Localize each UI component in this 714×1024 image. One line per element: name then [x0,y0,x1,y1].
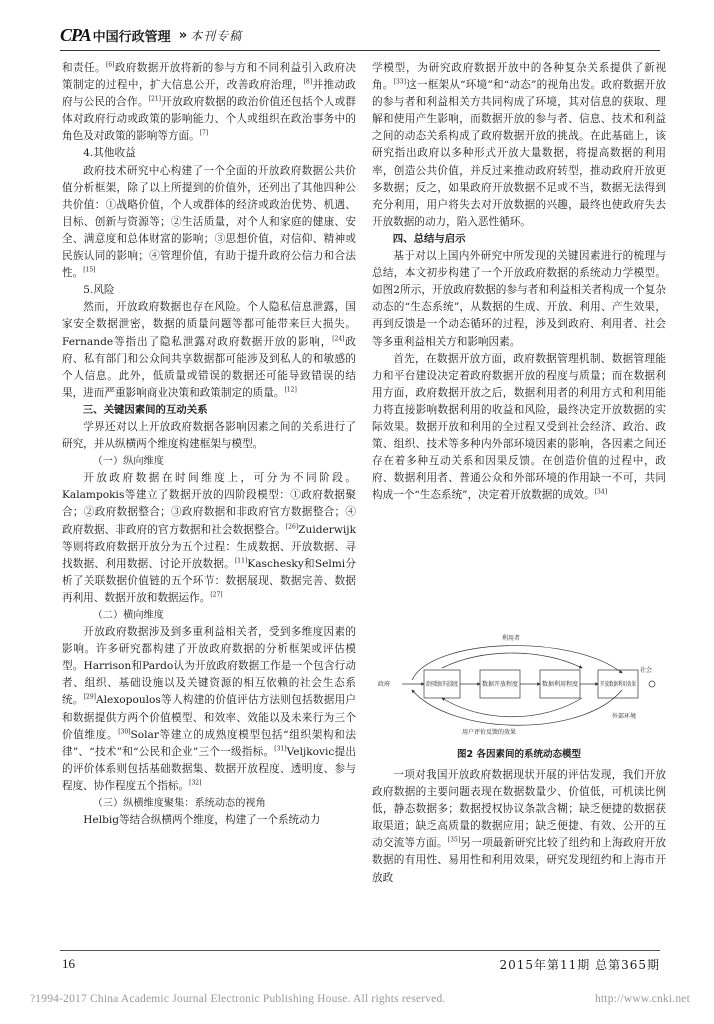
subsection-heading: （二）横向维度 [92,610,164,621]
subsection-heading: （一）纵向维度 [92,456,164,468]
footer-rule [60,950,660,951]
diagram-label: 数据利用程度 [542,681,579,688]
section-heading: 三、关键因素间的互动关系 [82,403,208,416]
paragraph: 开放政府数据在时间维度上，可分为不同阶段。Kalampokis等建立了数据开放的四阶段模型：①政府数据聚合；②政府数据整合；③政府数据和非政府官方数据整合；④政府数据、非政府的官方数据和社会数据整合。[26]Zuiderwijk等则将政府数据开放分为五个过程：生成数据、开放数据、寻找数据、利用数据、讨论开放数据。[11]Kaschesky和Selmi分析了关联数据价值链的五个环节：数据展现、数据完善、数据再利用、数据开放和数据运作。[27] [62,472,356,604]
diagram-label: 用户评价反馈的效果 [462,729,517,736]
paragraph: 然而，开放政府数据也存在风险。个人隐私信息泄露，国家安全数据泄密，数据的质量问题等都可能带来巨大损失。Fernande等指出了隐私泄露对政府数据开放的影响，[24]政府、私有部门和公众间共享数据都可能涉及到私人的和敏感的个人信息。此外，低质量或错误的数据还可能导致错误的结果，进而严重影响商业决策和政策制定的质量。[12] [62,301,356,399]
journal-header [60,22,242,48]
feedback-loop-arc [442,653,582,668]
subsection-heading: （三）纵横维度聚集：系统动态的视角 [92,798,266,810]
copyright-notice [30,993,690,1005]
page-number: 16 [62,956,75,971]
diagram-node [649,681,655,687]
right-column-lower [372,767,666,887]
figure-caption: 图2 各因素间的系统动态模型 [457,749,581,760]
double-chevron-icon: » [178,27,188,43]
diagram-label: 开放数据利用效果 [600,681,649,688]
feedback-loop-arc [412,690,622,725]
paragraph: 学模型，为研究政府数据开放中的各种复杂关系提供了新视角。[33]这一框架从“环境”和“动态”的视角出发。政府数据开放的参与者和利益相关方共同构成了环境，其对信息的获取、理解和使用产生影响，而数据开放的参与者、信息、技术和利益之间的动态关系构成了政府数据开放的挑战。在此基础上，该研究指出政府以多种形式开放大量数据，将提高数据的利用率，创造公共价值，并反过来推动政府转型，推动政府开放更多数据；反之，如果政府开放数据不足或不当，数据无法得到充分利用，用户将失去对开放数据的兴趣，最终也使政府失去开放数据的动力，陷入恶性循环。 [372,62,667,228]
left-column [62,60,356,829]
site-url[interactable]: http://www.cnki.net [594,993,690,1005]
paragraph: 首先，在数据开放方面，政府数据管理机制、数据管理能力和平台建设决定着政府数据开放的程度与质量；而在数据利用方面，政府数据开放之后，数据利用者的利用方式和利用能力将直接影响数据利用的收益和风险，最终决定开放数据的实际效果。数据开放和利用的全过程又受到社会经济、政治、政策、组织、技术等多种内外部环境因素的影响，各因素之间还存在着多种互动关系和因果反馈。在创造价值的过程中，政府、数据利用者、普通公众和外部环境的作用缺一不可，共同构成一个“生态系统”，决定着开放数据的成效。[34] [372,352,666,502]
diagram-label: 政府数据开放制度 [426,681,475,688]
right-column [372,60,666,504]
column-tag: 本刊专稿 [190,28,243,43]
diagram-label: 数据开放程度 [482,681,519,688]
diagram-label: 外部环境 [612,713,637,720]
subheading: 5.风险 [83,284,115,297]
paragraph: 学界还对以上开放政府数据各影响因素之间的关系进行了研究，并从纵横两个维度构建框架与模型。 [62,420,356,451]
issue-info: 2015年第11期 总第365期 [499,958,660,972]
system-dynamics-figure [372,628,666,740]
journal-logo: CPA [60,24,91,45]
header-rule [60,50,660,51]
subheading: 4.其他收益 [83,147,136,160]
feedback-loop-arc [412,646,622,680]
paragraph: Helbig等结合纵横两个维度，构建了一个系统动力 [83,814,321,827]
diagram-label: 社会 [640,667,653,674]
journal-name: 中国行政管理 [92,29,171,45]
paragraph: 和责任。[6]政府数据开放将新的参与方和不同利益引入政府决策制定的过程中，扩大信息公开，改善政府治理，[8]并推动政府与公民的合作。[21]开放政府数据的政治价值还包括个人或群体对政府行动或政策的影响能力、个人或组织在政治事务中的角色及对政策的影响等方面。[7] [62,61,357,143]
diagram-label: 政府 [378,681,391,688]
paragraph: 基于对以上国内外研究中所发现的关键因素进行的梳理与总结，本文初步构建了一个开放政府数据的系统动力学模型。如图2所示，开放政府数据的参与者和利益相关者构成一个复杂动态的“生态系统”，从数据的生成、开放、利用、产生效果，再到反馈是一个动态循环的过程，涉及到政府、利用者、社会等多重利益相关方和影响因素。 [372,250,666,348]
feedback-loop-arc [442,698,582,717]
diagram-label: 利用者 [502,635,521,642]
copyright-text: ?1994-2017 China Academic Journal Electronic Publishing House. All rights reserved. [30,993,446,1005]
paragraph: 一项对我国开放政府数据现状开展的评估发现，我们开放政府数据的主要问题表现在数据数量少、价值低，可机读比例低，静态数据多；数据授权协议条款含糊；缺乏便捷的数据获取渠道；缺乏高质量的数据应用；缺乏便捷、有效、公开的互动交流等方面。[35]另一项最新研究比较了纽约和上海政府开放数据的有用性、易用性和利用效果，研究发现纽约和上海市开放政 [372,769,667,884]
section-heading: 四、总结与启示 [392,232,466,245]
paragraph: 政府技术研究中心构建了一个全面的开放政府数据公共价值分析框架，除了以上所提到的价值外，还列出了其他四种公共价值：①战略价值，个人或群体的经济或政治优势、机遇、目标、创新与资源等；②生活质量，对个人和家庭的健康、安全、满意度和总体财富的影响；③思想价值，对信仰、精神或民族认同的影响；④管理价值，有助于提升政府公信力和合法性。[15] [62,164,356,280]
paragraph: 开放政府数据涉及到多重利益相关者，受到多维度因素的影响。许多研究都构建了开放政府数据的分析框架或评估模型。Harrison和Pardo认为开放政府数据工作是一个包含行动者、组织、基础设施以及关键资源的相互依赖的社会生态系统。[29]Alexopoulos等人构建的价值评估方法则包括数据用户和数据提供方两个价值模型、和效率、效能以及未来行为三个价值维度。[30]Solar等建立的成熟度模型包括“组织架构和法律”、“技术”和“公民和企业”三个一级指标。[31]Veljkovic提出的评价体系则包括基础数据集、数据开放程度、透明度、参与程度、协作程度五个指标。[32] [62,626,357,792]
